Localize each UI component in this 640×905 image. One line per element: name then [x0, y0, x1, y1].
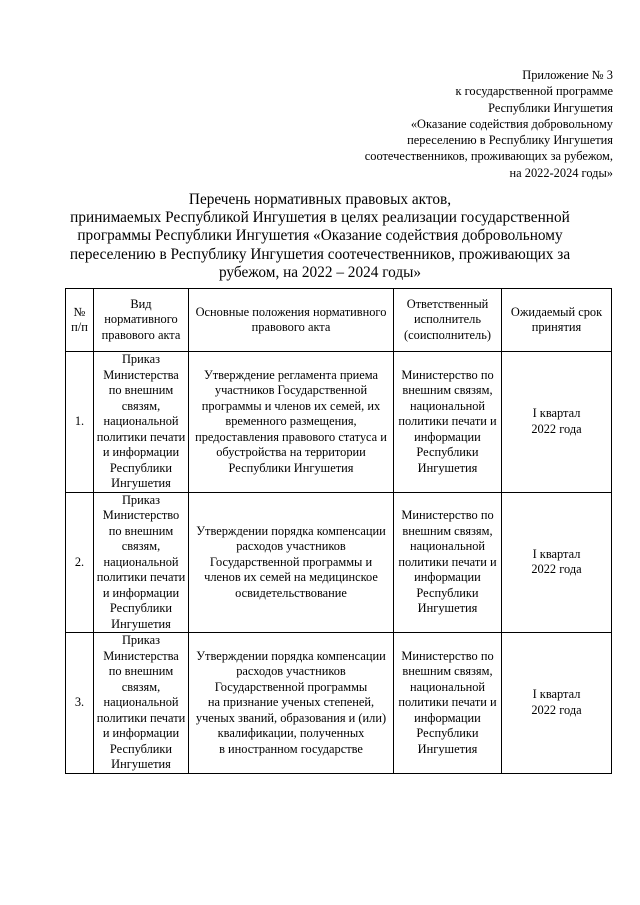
cell-line: и информации: [102, 445, 180, 459]
appendix-line: к государственной программе: [455, 84, 613, 99]
cell-line: Ингушетия: [417, 741, 478, 756]
cell-line: ученых званий, образования и (или): [195, 710, 387, 725]
cell-line: связям,: [121, 679, 161, 694]
cell-line: политики печати: [96, 570, 186, 584]
cell-line: информации: [414, 429, 481, 444]
cell-line: внешним связям,: [402, 664, 493, 678]
cell-line: политики печати: [96, 429, 186, 444]
cell-line: Государственной программы и: [209, 554, 373, 569]
cell-term: [502, 633, 612, 774]
cell-line: связям,: [121, 539, 161, 553]
cell-provisions: [189, 633, 394, 774]
cell-line: членов их семей на медицинское: [204, 570, 378, 584]
cell-line: национальной: [103, 414, 179, 428]
appendix-line: Приложение № 3: [522, 68, 613, 82]
cell-line: информации: [414, 570, 481, 584]
header-term: [502, 289, 612, 352]
cell-line: национальной: [103, 695, 179, 709]
cell-line: Ингушетия: [417, 601, 478, 615]
acts-table: [65, 288, 612, 774]
cell-line: Ингушетия: [111, 476, 171, 490]
cell-line: по внешним: [108, 523, 174, 538]
cell-line: №: [73, 304, 86, 319]
cell-provisions: [189, 352, 394, 493]
cell-line: Министерство по: [401, 648, 494, 663]
title-line: программы Республики Ингушетия «Оказание содействия добровольному: [77, 227, 563, 245]
title-line: рубежом, на 2022 – 2024 годы»: [218, 263, 422, 281]
cell-line: Ожидаемый срок: [510, 304, 603, 319]
cell-line: Ингушетия: [417, 460, 478, 475]
cell-line: Министерства: [103, 648, 179, 663]
cell-line: I квартал: [532, 406, 581, 421]
cell-line: информации: [414, 710, 481, 725]
cell-line: 2022 года: [531, 702, 582, 717]
appendix-line: «Оказание содействия добровольному: [410, 116, 613, 131]
cell-number: 1.: [66, 352, 94, 493]
cell-line: Ингушетия: [111, 616, 171, 631]
header-number: [66, 289, 94, 352]
cell-line: национальной: [409, 679, 486, 694]
cell-line: 2022 года: [531, 562, 582, 577]
cell-act-type: [94, 633, 189, 774]
table-row: [66, 633, 612, 774]
cell-line: политики печати: [96, 710, 186, 725]
cell-line: национальной: [103, 554, 179, 569]
cell-line: Министерство по: [401, 508, 494, 522]
cell-line: по внешним: [108, 383, 174, 397]
cell-line: Приказ: [121, 633, 160, 647]
cell-line: Республики Ингушетия: [228, 460, 354, 475]
cell-number: 3.: [66, 633, 94, 774]
cell-line: национальной: [409, 539, 486, 553]
header-provisions: [189, 289, 394, 352]
cell-line: I квартал: [532, 687, 581, 702]
appendix-line: соотечественников, проживающих за рубежом,: [364, 149, 613, 164]
cell-line: Республики: [416, 585, 479, 600]
cell-line: Утверждение регламента приема: [203, 367, 379, 382]
cell-line: временного размещения,: [225, 414, 357, 428]
appendix-line: переселению в Республику Ингушетия: [407, 133, 613, 148]
cell-line: исполнитель: [414, 312, 481, 327]
cell-line: правового акта: [101, 327, 181, 342]
cell-line: Утверждении порядка компенсации: [196, 523, 386, 538]
cell-line: Основные положения нормативного: [195, 304, 387, 319]
appendix-header: [365, 67, 613, 181]
title-line: переселению в Республику Ингушетия соотечественников, проживающих за: [69, 245, 571, 263]
cell-line: 2022 года: [531, 421, 582, 436]
cell-line: Республики: [416, 726, 479, 740]
header-executor: [394, 289, 502, 352]
header-act-type: [94, 289, 189, 352]
cell-line: (соисполнитель): [404, 327, 491, 342]
cell-line: обустройства на территории: [216, 445, 366, 459]
cell-line: Вид: [130, 296, 152, 311]
cell-line: Министерства: [103, 367, 179, 382]
cell-line: политики печати и: [398, 554, 497, 569]
cell-line: освидетельствование: [235, 585, 347, 600]
cell-line: Ответственный: [406, 296, 489, 311]
cell-line: участников Государственной: [214, 383, 368, 397]
cell-act-type: [94, 352, 189, 493]
cell-line: политики печати и: [398, 695, 497, 709]
title-line: принимаемых Республикой Ингушетия в целях реализации государственной: [70, 209, 570, 227]
cell-term: [502, 492, 612, 633]
cell-line: I квартал: [532, 546, 581, 561]
cell-line: расходов участников: [236, 664, 346, 678]
cell-line: правового акта: [251, 320, 331, 334]
cell-line: Утверждении порядка компенсации: [196, 648, 386, 663]
cell-line: квалификации, полученных: [217, 726, 365, 740]
cell-line: внешним связям,: [402, 383, 493, 397]
cell-line: национальной: [409, 398, 486, 413]
table-row: [66, 492, 612, 633]
cell-line: Республики: [109, 741, 173, 756]
cell-line: на признание ученых степеней,: [207, 695, 375, 709]
cell-line: в иностранном государстве: [219, 741, 363, 756]
cell-line: связям,: [121, 398, 161, 413]
cell-line: расходов участников: [236, 539, 346, 553]
cell-executor: [394, 633, 502, 774]
cell-line: Министерство: [102, 508, 180, 522]
cell-line: Ингушетия: [111, 757, 171, 771]
table-row: [66, 352, 612, 493]
cell-term: [502, 352, 612, 493]
cell-act-type: [94, 492, 189, 633]
cell-line: принятия: [531, 320, 582, 334]
cell-number: 2.: [66, 492, 94, 633]
cell-line: Приказ: [121, 492, 160, 507]
cell-line: п/п: [71, 320, 88, 334]
appendix-line: Республики Ингушетия: [488, 100, 613, 115]
appendix-line: на 2022-2024 годы»: [509, 165, 613, 180]
cell-line: предоставления правового статуса и: [195, 429, 387, 444]
cell-line: Приказ: [121, 352, 160, 366]
cell-line: программы и членов их семей, их: [201, 398, 381, 413]
cell-line: Государственной программы: [214, 679, 368, 694]
cell-line: Республики: [109, 601, 173, 615]
cell-line: и информации: [102, 585, 180, 600]
table-header-row: [66, 289, 612, 352]
cell-line: по внешним: [108, 664, 174, 678]
cell-line: и информации: [102, 726, 180, 740]
cell-line: политики печати и: [398, 414, 497, 428]
document-title: [60, 191, 580, 282]
cell-executor: [394, 352, 502, 493]
cell-line: нормативного: [104, 312, 178, 327]
cell-provisions: [189, 492, 394, 633]
cell-line: Республики: [109, 460, 173, 475]
table-body: [66, 352, 612, 774]
title-line: Перечень нормативных правовых актов,: [188, 191, 452, 208]
cell-line: Республики: [416, 445, 479, 459]
cell-line: внешним связям,: [402, 523, 493, 538]
cell-executor: [394, 492, 502, 633]
cell-line: Министерство по: [401, 367, 494, 382]
